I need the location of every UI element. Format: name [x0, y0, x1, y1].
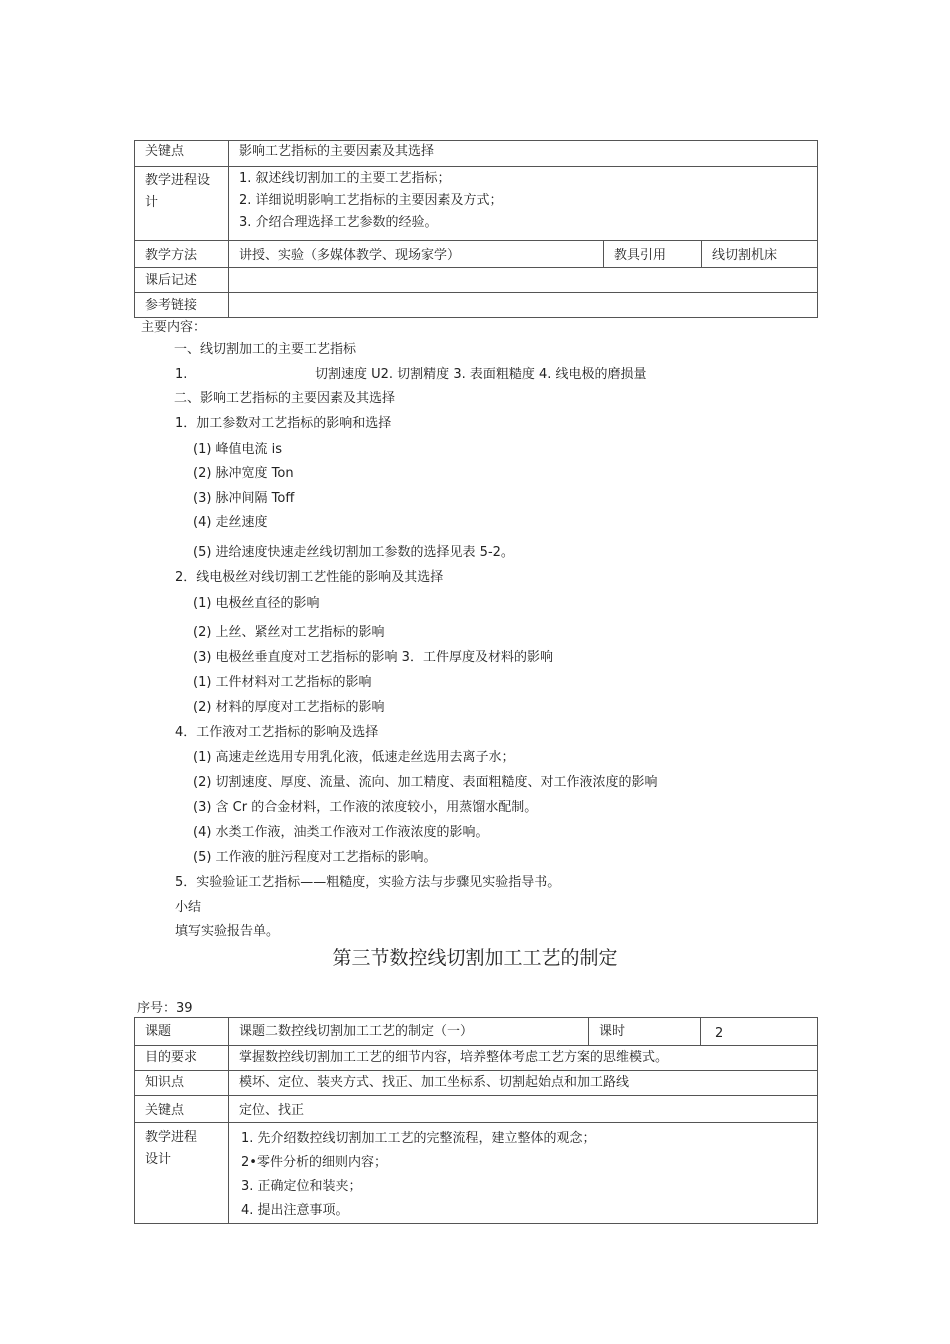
table-row [135, 141, 818, 167]
hours-value: 2 [701, 1018, 818, 1046]
teaching-process-value [229, 1123, 818, 1224]
table-row [135, 167, 818, 241]
list-item: 1. 叙述线切割加工的主要工艺指标； [239, 171, 451, 186]
reference-label: 参考链接 [135, 293, 229, 318]
teaching-process-label [135, 1123, 229, 1224]
topic-value: 课题二数控线切割加工工艺的制定（一） [229, 1018, 589, 1046]
list-item: (2) 脉冲宽度 Ton [193, 466, 294, 481]
main-heading: 主要内容： [141, 320, 207, 335]
summary-heading: 小结 [175, 900, 202, 915]
list-item: 3. 正确定位和装夹； [241, 1179, 362, 1194]
method-label: 教学方法 [135, 241, 229, 268]
afterclass-value [229, 268, 818, 293]
list-item: (5) 进给速度快速走丝线切割加工参数的选择见表 5-2。 [193, 545, 514, 560]
list-number: 1. [175, 367, 188, 382]
hours-label: 课时 [589, 1018, 701, 1046]
knowledge-value: 模坏、定位、装夹方式、找正、加工坐标系、切割起始点和加工路线 [229, 1071, 818, 1096]
teaching-process-label [135, 167, 229, 241]
list-item: (1) 高速走丝选用专用乳化液，低速走丝选用去离子水； [193, 750, 515, 765]
teaching-process-label-line1: 教学进程设 [145, 173, 211, 188]
afterclass-label: 课后记述 [135, 268, 229, 293]
list-item: (5) 工作液的脏污程度对工艺指标的影响。 [193, 850, 437, 865]
teaching-process-label-line2: 设计 [145, 1152, 172, 1167]
list-item: 4. 提出注意事项。 [241, 1203, 349, 1218]
list-item: 1．加工参数对工艺指标的影响和选择 [175, 416, 392, 431]
serial-number: 序号：39 [137, 1001, 193, 1016]
key-point-value: 影响工艺指标的主要因素及其选择 [229, 141, 818, 167]
list-item: (2) 上丝、紧丝对工艺指标的影响 [193, 625, 385, 640]
summary-text: 填写实验报告单。 [175, 924, 280, 939]
list-item: (1) 工件材料对工艺指标的影响 [193, 675, 372, 690]
list-item: 4．工作液对工艺指标的影响及选择 [175, 725, 379, 740]
key-point-label: 关键点 [135, 1096, 229, 1123]
teaching-process-label-line1: 教学进程 [145, 1130, 198, 1145]
section-heading: 一、线切割加工的主要工艺指标 [174, 342, 357, 357]
teaching-process-value [229, 167, 818, 241]
list-item: 切割速度 U2. 切割精度 3. 表面粗糙度 4. 线电极的磨损量 [315, 367, 647, 382]
key-point-value: 定位、找正 [229, 1096, 818, 1123]
table-row [135, 1123, 818, 1224]
list-item: 2．线电极丝对线切割工艺性能的影响及其选择 [175, 570, 444, 585]
table-row [135, 1071, 818, 1096]
list-item: (4) 水类工作液，油类工作液对工作液浓度的影响。 [193, 825, 489, 840]
tool-value: 线切割机床 [702, 241, 818, 268]
list-item: (4) 走丝速度 [193, 515, 268, 530]
lesson-table-1 [134, 140, 818, 318]
teaching-process-label-line2: 计 [145, 195, 159, 210]
knowledge-label: 知识点 [135, 1071, 229, 1096]
list-item: (1) 峰值电流 is [193, 442, 283, 457]
section-title: 第三节数控线切割加工工艺的制定 [332, 947, 618, 969]
table-row [135, 241, 818, 268]
list-item: (3) 含 Cr 的合金材料，工作液的浓度较小，用蒸馏水配制。 [193, 800, 538, 815]
list-item: 1. 先介绍数控线切割加工工艺的完整流程，建立整体的观念； [241, 1131, 596, 1146]
goal-value: 掌握数控线切割加工工艺的细节内容，培养整体考虑工艺方案的思维模式。 [229, 1046, 818, 1071]
key-point-label: 关键点 [135, 141, 229, 167]
table-row [135, 1046, 818, 1071]
list-item: 2. 详细说明影响工艺指标的主要因素及方式； [239, 193, 503, 208]
list-item: 3. 介绍合理选择工艺参数的经验。 [239, 215, 438, 230]
list-item: (3) 脉冲间隔 Toff [193, 491, 295, 506]
tool-label: 教具引用 [604, 241, 702, 268]
section-heading: 二、影响工艺指标的主要因素及其选择 [174, 391, 396, 406]
topic-label: 课题 [135, 1018, 229, 1046]
table-row [135, 293, 818, 318]
list-item: (3) 电极丝垂直度对工艺指标的影响 3．工件厚度及材料的影响 [193, 650, 553, 665]
reference-value [229, 293, 818, 318]
method-value: 讲授、实验（多媒体教学、现场家学） [229, 241, 604, 268]
list-item: (2) 材料的厚度对工艺指标的影响 [193, 700, 385, 715]
lesson-table-2 [134, 1017, 818, 1224]
list-item: 5．实验验证工艺指标——粗糙度，实验方法与步骤见实验指导书。 [175, 875, 561, 890]
list-item: 2•零件分析的细则内容； [241, 1155, 387, 1170]
table-row [135, 268, 818, 293]
goal-label: 目的要求 [135, 1046, 229, 1071]
list-item: (1) 电极丝直径的影响 [193, 596, 320, 611]
table-row [135, 1096, 818, 1123]
list-item: (2) 切割速度、厚度、流量、流向、加工精度、表面粗糙度、对工作液浓度的影响 [193, 775, 658, 790]
table-row [135, 1018, 818, 1046]
